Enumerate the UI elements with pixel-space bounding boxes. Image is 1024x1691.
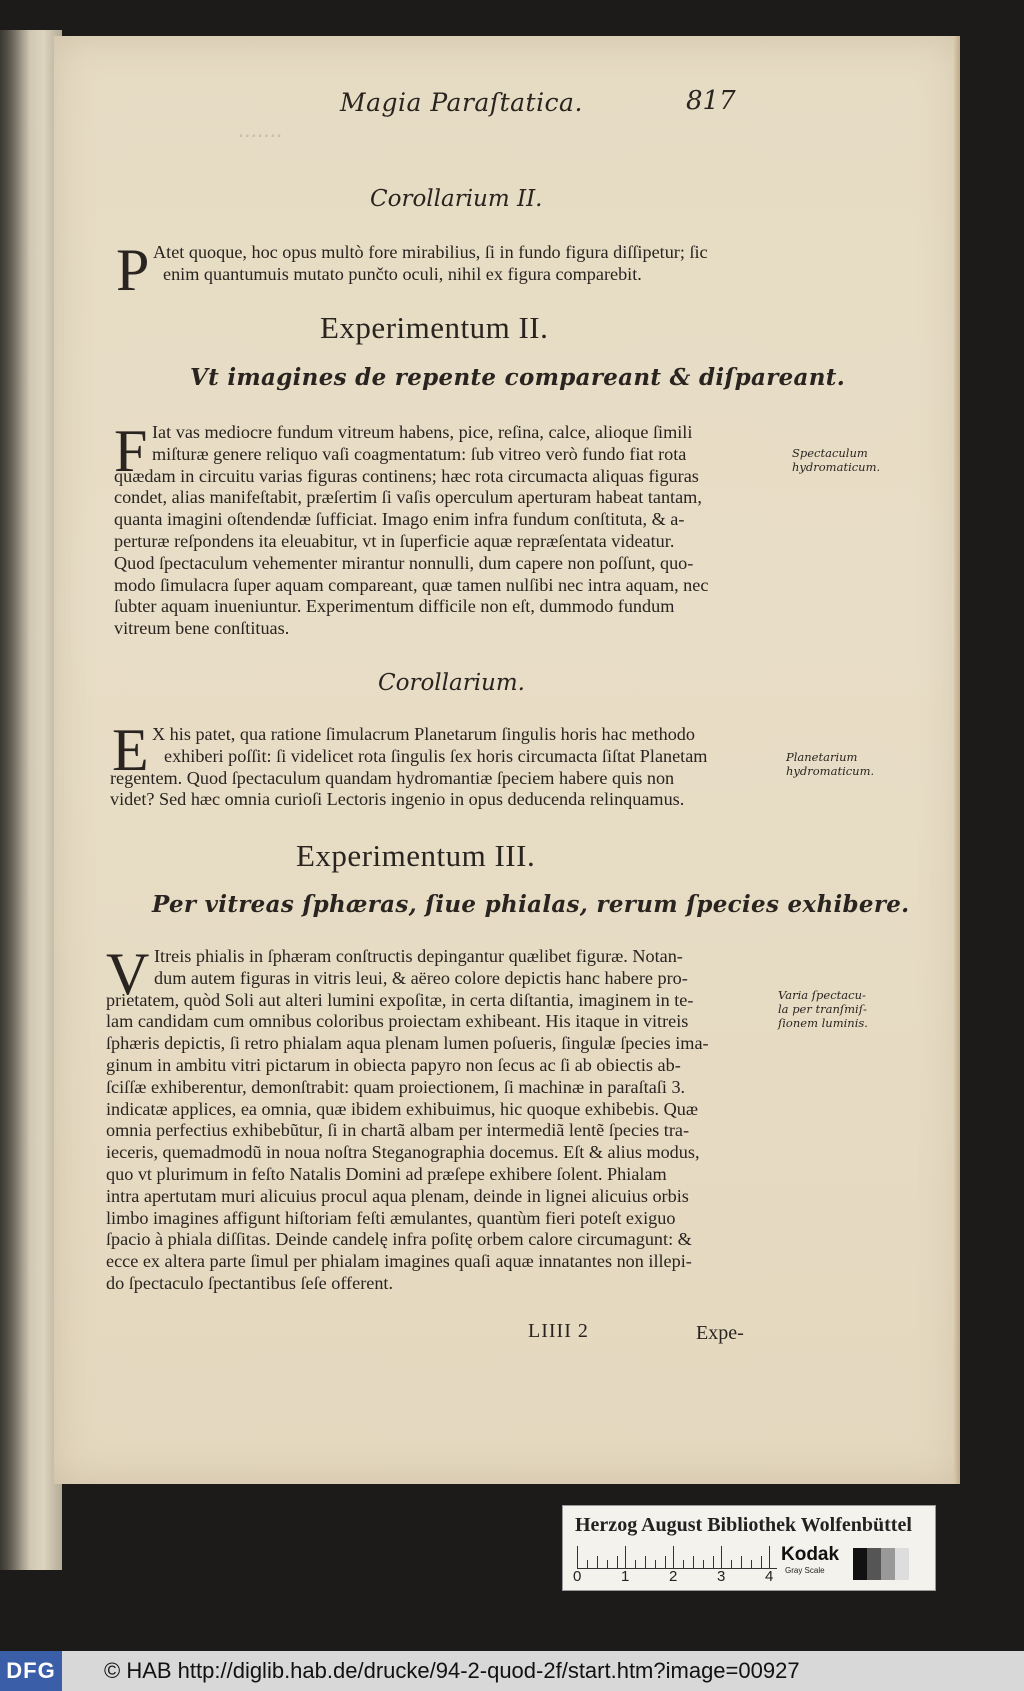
text-line: Quod ſpectaculum vehementer mirantur nonnulli, dum capere non poſſunt, quo- <box>114 552 694 573</box>
ruler-tick: 1 <box>621 1568 630 1585</box>
text-line: perturæ reſpondens ita eleuabitur, vt in ſuperficie aquæ repræſentata videatur. <box>114 530 675 551</box>
experimentum-ii-subheading: Vt imagines de repente compareant & diſpareant. <box>190 364 846 391</box>
margin-note <box>786 750 874 778</box>
text-line: ſciſſæ exhiberentur, demonſtrabit: quam proiectionem, ſi machinæ in paraſtaſi 3. <box>106 1076 686 1097</box>
text-line: ſphæris depictis, ſi retro phialam aqua plenam lumen poſueris, ſingulæ ſpecies ima- <box>106 1033 709 1054</box>
gray-swatch <box>867 1548 881 1580</box>
ruler-tick: 2 <box>669 1568 678 1585</box>
page-number: 817 <box>686 86 736 116</box>
experimentum-ii-paragraph <box>114 418 709 640</box>
text-line: ecce ex altera parte ſimul per phialam imagines quaſi aquæ innatantes non illepi- <box>106 1251 692 1272</box>
margin-note-line: hydromaticum. <box>792 460 881 474</box>
dropcap: V <box>106 941 150 1007</box>
text-line: limbo imagines affigunt hiſtoriam feſti æmulantes, quantùm fieri poteſt exiguo <box>106 1207 676 1228</box>
text-line: miſturæ genere reliquo vaſi coagmentatum: ſub vitreo verò fundo fiat rota <box>152 443 687 464</box>
gray-swatch <box>895 1548 909 1580</box>
ruler-tick: 3 <box>717 1568 726 1585</box>
text-line: do ſpectaculo ſpectantibus ſeſe offerent. <box>106 1272 394 1293</box>
left-facing-page <box>0 30 62 1570</box>
text-line: quædam in circuitu varias figuras continens; hæc rota circumacta aliquas figuras <box>114 465 699 486</box>
text-line: omnia perfectius exhibebũtur, ſi in chartã albam per intermediã lentẽ ſpecies tra- <box>106 1120 690 1141</box>
gray-scale-label: Gray Scale <box>785 1566 825 1575</box>
dfg-logo: DFG <box>0 1651 62 1691</box>
text-line: modo ſimulacra ſuper aquam compareant, quæ tamen nulſibi nec intra aquam, nec <box>114 574 709 595</box>
dropcap: E <box>112 717 149 783</box>
corollarium-heading: Corollarium. <box>378 670 525 696</box>
text-line: regentem. Quod ſpectaculum quandam hydromantiæ ſpeciem habere quis non <box>110 767 675 788</box>
margin-note <box>792 446 880 474</box>
kodak-logo: Kodak <box>781 1544 840 1565</box>
experimentum-iii-subheading: Per vitreas ſphæras, ſiue phialas, rerum ſpecies exhibere. <box>152 891 910 918</box>
text-line: condet, alias manifeſtabit, præſertim ſi vaſis operculum aperturam habeat tantam, <box>114 487 702 508</box>
margin-note-line: hydromaticum. <box>786 764 875 778</box>
text-line: ieceris, quemadmodũ in noua noſtra Steganographia docemus. Eſt & alius modus, <box>106 1142 700 1163</box>
viewer-footer <box>0 1651 1024 1691</box>
experimentum-iii-paragraph <box>106 941 709 1295</box>
bleed-through: ‧‧‧‧‧‧‧ <box>236 124 281 148</box>
text-line: ſubter aquam inueniuntur. Experimentum difficile non eſt, dummodo fundum <box>114 596 675 617</box>
text-line: Iat vas mediocre fundum vitreum habens, pice, reſina, calce, alioque ſimili <box>152 422 693 442</box>
margin-note-line: la per tranſmiſ- <box>778 1002 867 1016</box>
text-line: enim quantumuis mutato punčto oculi, nihil ex figura comparebit. <box>163 263 642 284</box>
ruler-tick: 4 <box>765 1568 774 1585</box>
text-line: Itreis phialis in ſphæram conſtructis depingantur quælibet figuræ. Notan- <box>154 946 683 966</box>
margin-note <box>778 988 868 1030</box>
text-line: X his patet, qua ratione ſimulacrum Planetarum ſingulis horis hac methodo <box>152 724 695 744</box>
margin-note-line: Spectaculum <box>792 446 868 460</box>
text-line: lam candidam cum omnibus coloribus proiectam exhibeant. His itaque in vitreis <box>106 1011 689 1032</box>
text-line: ginum in ambitu vitri pictarum in obiecta papyro non ſecus ac ſi ab obiectis ab- <box>106 1054 681 1075</box>
text-line: quo vt plurimum in feſto Natalis Domini ad præſepe exhibere ſolent. Phialam <box>106 1163 667 1184</box>
ruler-tick: 0 <box>573 1568 582 1585</box>
dropcap: P <box>116 237 150 303</box>
margin-note-line: ſionem luminis. <box>778 1016 868 1030</box>
corollarium-ii-paragraph <box>153 242 708 286</box>
institution-label: Herzog August Bibliothek Wolfenbüttel <box>575 1514 912 1536</box>
text-line: dum autem figuras in vitris leui, & aëreo colore depictis hanc habere pro- <box>154 967 688 988</box>
credit-link[interactable]: © HAB http://diglib.hab.de/drucke/94-2-quod-2f/start.htm?image=00927 <box>104 1658 800 1683</box>
catchword: Expe- <box>696 1322 744 1344</box>
experimentum-ii-heading: Experimentum II. <box>320 310 549 345</box>
text-line: prietatem, quòd Soli aut alteri lumini expoſitæ, in certa diſtantia, imaginem in te- <box>106 989 694 1010</box>
margin-note-line: Planetarium <box>786 750 858 764</box>
corollarium-paragraph <box>110 724 707 811</box>
text-line: Atet quoque, hoc opus multò fore mirabilius, ſi in fundo figura diſſipetur; ſic <box>153 242 708 262</box>
page-edge <box>954 36 960 1484</box>
signature-mark: LIIII 2 <box>528 1320 589 1342</box>
ruler-scale <box>577 1546 777 1569</box>
margin-note-line: Varia ſpectacu- <box>778 988 866 1002</box>
color-calibration-bar <box>562 1505 936 1591</box>
running-title: Magia Paraſtatica. <box>340 88 583 117</box>
gray-swatch <box>881 1548 895 1580</box>
gray-swatch <box>853 1548 867 1580</box>
text-line: vitreum bene conſtituas. <box>114 618 290 639</box>
text-line: videt? Sed hæc omnia curioſi Lectoris ingenio in opus deducenda relinquamus. <box>110 789 685 810</box>
text-line: ſpacio à phiala diſſitas. Deinde candelę infra poſitę orbem calore circumagunt: & <box>106 1229 692 1250</box>
text-line: indicatæ applices, ea omnia, quæ ibidem exhibuimus, hic quoque exhibebis. Quæ <box>106 1098 698 1119</box>
experimentum-iii-heading: Experimentum III. <box>296 838 536 873</box>
corollarium-ii-heading: Corollarium II. <box>370 186 543 212</box>
dropcap: F <box>114 418 148 484</box>
text-line: quanta imagini oſtendendæ ſufficiat. Imago enim infra fundum conſtituta, & a- <box>114 509 685 530</box>
text-line: intra apertutam muri alicuius procul aqua plenam, deinde in lignei alicuius orbis <box>106 1185 689 1206</box>
text-line: exhiberi poſſit: ſi videlicet rota ſingulis ſex horis circumacta ſiſtat Planetam <box>164 745 708 766</box>
